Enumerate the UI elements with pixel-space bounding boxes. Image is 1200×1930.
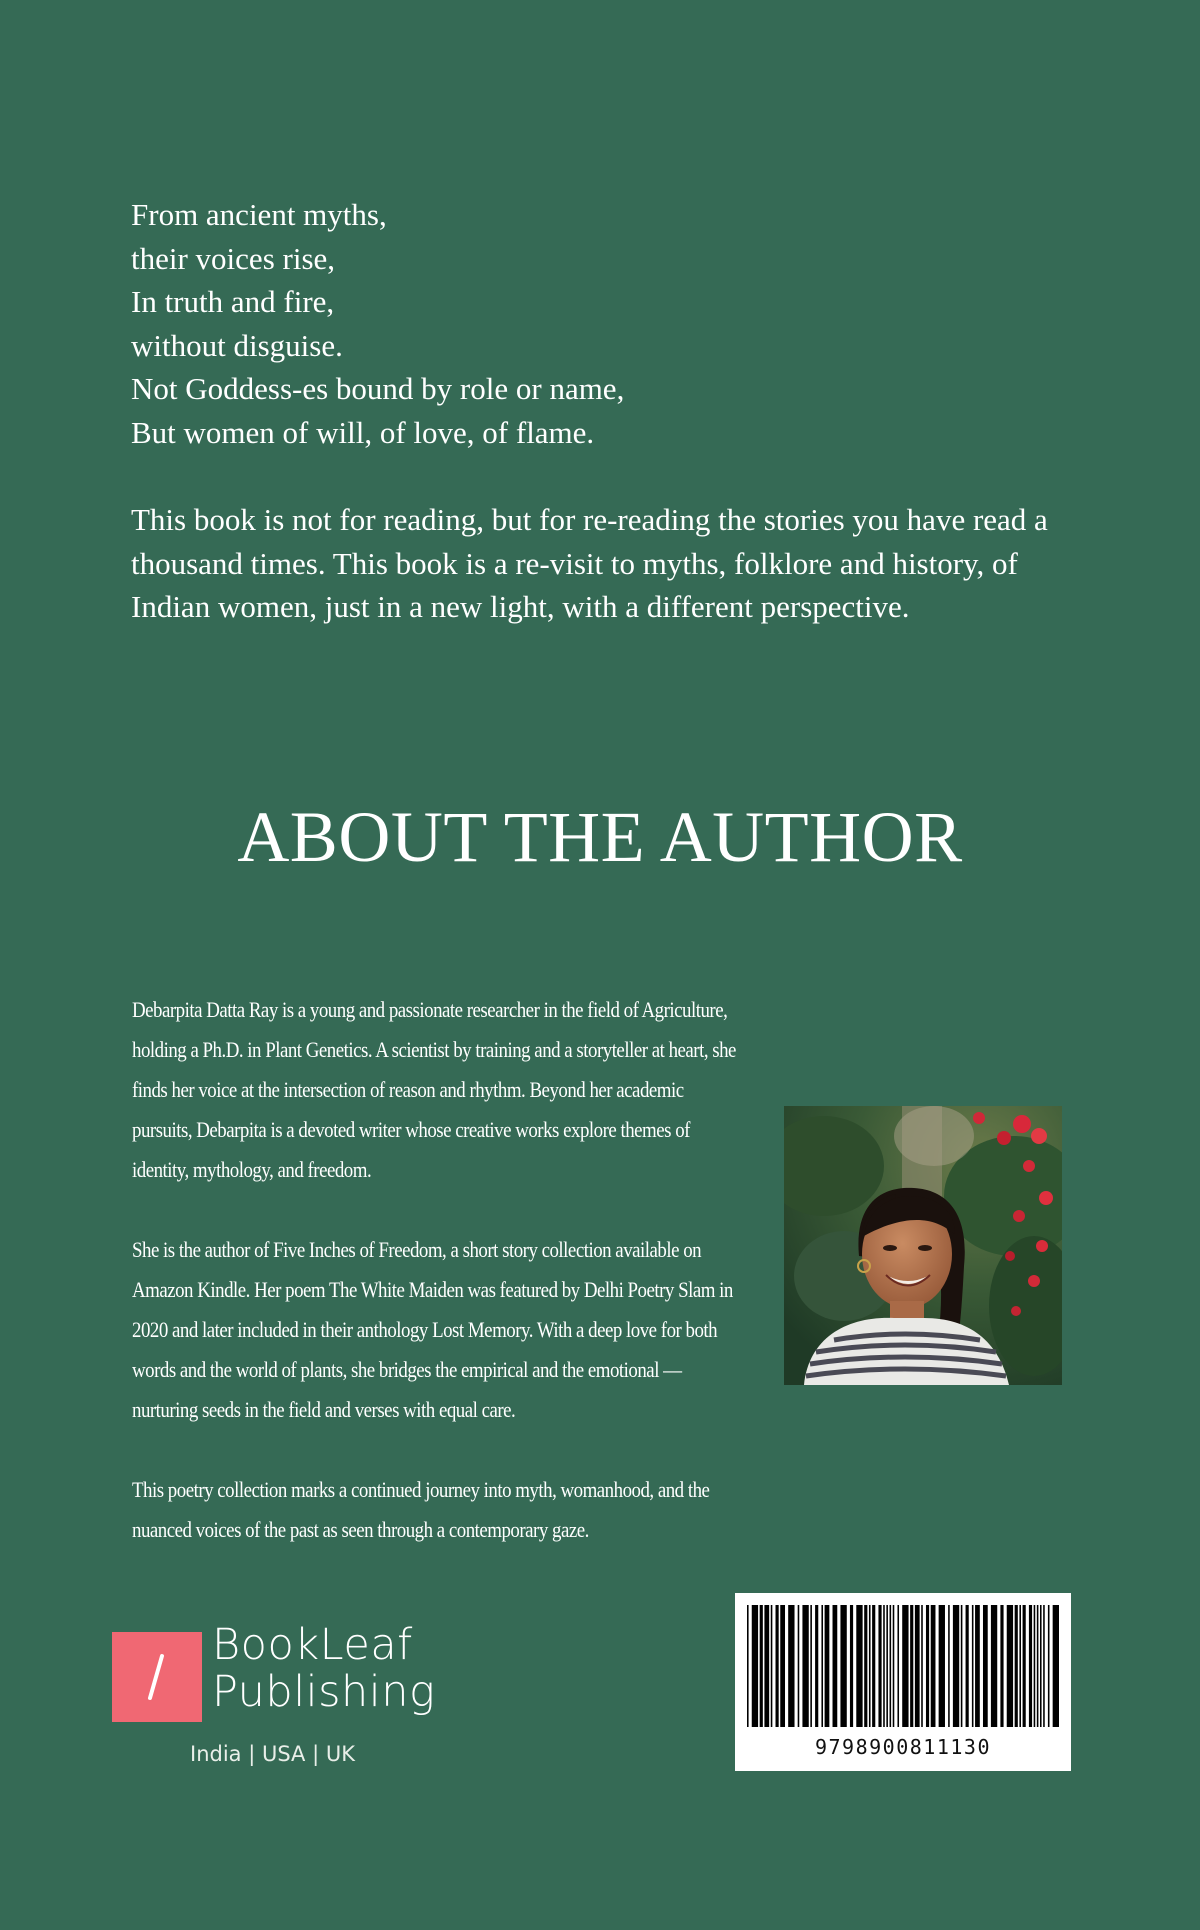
barcode-bar: [825, 1605, 830, 1727]
barcode-bar: [966, 1605, 969, 1727]
publisher-name: [212, 1622, 435, 1716]
author-bio: [132, 990, 736, 1590]
barcode-bar: [1034, 1605, 1036, 1727]
barcode-bar: [926, 1605, 929, 1727]
barcode-bar: [953, 1605, 959, 1727]
barcode-bar: [821, 1605, 823, 1727]
bio-paragraph: Debarpita Datta Ray is a young and passionate researcher in the field of Agriculture, holding a Ph.D. in Plant Genetics. A scientist by training and a storyteller at heart, she finds her voice at the intersection of reason and rhythm. Beyond her academic pursuits, Debarpita is a devoted writer whose creative works explore themes of identity, mythology, and freedom.: [132, 997, 736, 1182]
barcode-bar: [915, 1605, 920, 1727]
book-blurb: This book is not for reading, but for re-reading the stories you have read a thousand times. This book is a re-visit to myths, folklore and history, of Indian women, just in a new light, with a different perspective.: [131, 502, 1048, 624]
barcode-bar: [760, 1605, 763, 1727]
barcode-bar: [897, 1605, 899, 1727]
barcode-bar: [983, 1605, 988, 1727]
barcode-bar: [1015, 1605, 1018, 1727]
about-author-heading: ABOUT THE AUTHOR: [237, 797, 963, 877]
barcode-bar: [1037, 1605, 1039, 1727]
barcode-bar: [752, 1605, 758, 1727]
barcode-bar: [833, 1605, 838, 1727]
barcode-bar: [798, 1605, 800, 1727]
poem-line: From ancient myths,: [131, 197, 387, 232]
poem-line: In truth and fire,: [131, 284, 335, 319]
bio-paragraph: She is the author of Five Inches of Freedom, a short story collection available on Amazon Kindle. Her poem The White Maiden was featured by Delhi Poetry Slam in 2020 and later included in their anthology Lost Memory. With a deep love for both words and the world of plants, she bridges the empirical and the emotional — nurturing seeds in the field and verses with equal care.: [132, 1237, 733, 1422]
barcode-bar: [802, 1605, 808, 1727]
barcode-bar: [975, 1605, 980, 1727]
barcode-bar: [991, 1605, 997, 1727]
publisher-regions: India | USA | UK: [190, 1742, 355, 1766]
barcode-bar: [1048, 1605, 1050, 1727]
barcode-bar: [883, 1605, 885, 1727]
publisher-mark-icon: [112, 1632, 202, 1722]
barcode-bar: [972, 1605, 974, 1727]
poem: [131, 193, 1071, 454]
barcode-bar: [1007, 1605, 1013, 1727]
poem-line: without disguise.: [131, 327, 343, 363]
barcode-bar: [902, 1605, 908, 1727]
publisher-name-line: Publishing: [212, 1667, 436, 1717]
barcode-bar: [1043, 1605, 1045, 1727]
barcode-bar: [856, 1605, 862, 1727]
barcode-bar: [864, 1605, 867, 1727]
barcode-bar: [1023, 1605, 1026, 1727]
barcode-bar: [788, 1605, 794, 1727]
barcode-bar: [815, 1605, 818, 1727]
barcode-bar: [948, 1605, 950, 1727]
barcode-bar: [961, 1605, 963, 1727]
barcode-bar: [1019, 1605, 1021, 1727]
barcode-bar: [931, 1605, 936, 1727]
barcode-bar: [764, 1605, 769, 1727]
barcode-bar: [869, 1605, 871, 1727]
barcode-bar: [850, 1605, 853, 1727]
isbn-number: 9798900811130: [814, 1735, 992, 1759]
publisher-logo: [112, 1622, 452, 1772]
barcode-bar: [890, 1605, 892, 1727]
barcode-bar: [886, 1605, 888, 1727]
poem-line: Not Goddess-es bound by role or name,: [131, 371, 625, 406]
barcode-bar: [780, 1605, 785, 1727]
barcode-bar: [771, 1605, 773, 1727]
barcode-bar: [1000, 1605, 1003, 1727]
barcode-bar: [910, 1605, 913, 1727]
poem-line: their voices rise,: [131, 240, 336, 276]
barcode-bar: [872, 1605, 875, 1727]
author-photo-image: [784, 1106, 1062, 1385]
barcode-bar: [776, 1605, 779, 1727]
barcode-bar: [747, 1605, 749, 1727]
barcode-bar: [1029, 1605, 1032, 1727]
barcode-bar: [893, 1605, 895, 1727]
barcode-bar: [939, 1605, 945, 1727]
barcode-bar: [1040, 1605, 1042, 1727]
isbn-barcode: [735, 1593, 1071, 1771]
barcode-bar: [810, 1605, 812, 1727]
barcode-bar: [1053, 1605, 1059, 1727]
barcode-bar: [878, 1605, 881, 1727]
author-photo: [784, 1106, 1062, 1385]
poem-line: But women of will, of love, of flame.: [131, 414, 595, 450]
publisher-name-line: BookLeaf: [212, 1620, 413, 1670]
barcode-bar: [921, 1605, 923, 1727]
barcode-bar: [840, 1605, 846, 1727]
bio-paragraph: This poetry collection marks a continued journey into myth, womanhood, and the nuanced voices of the past as seen through a contemporary gaze.: [132, 1477, 710, 1542]
